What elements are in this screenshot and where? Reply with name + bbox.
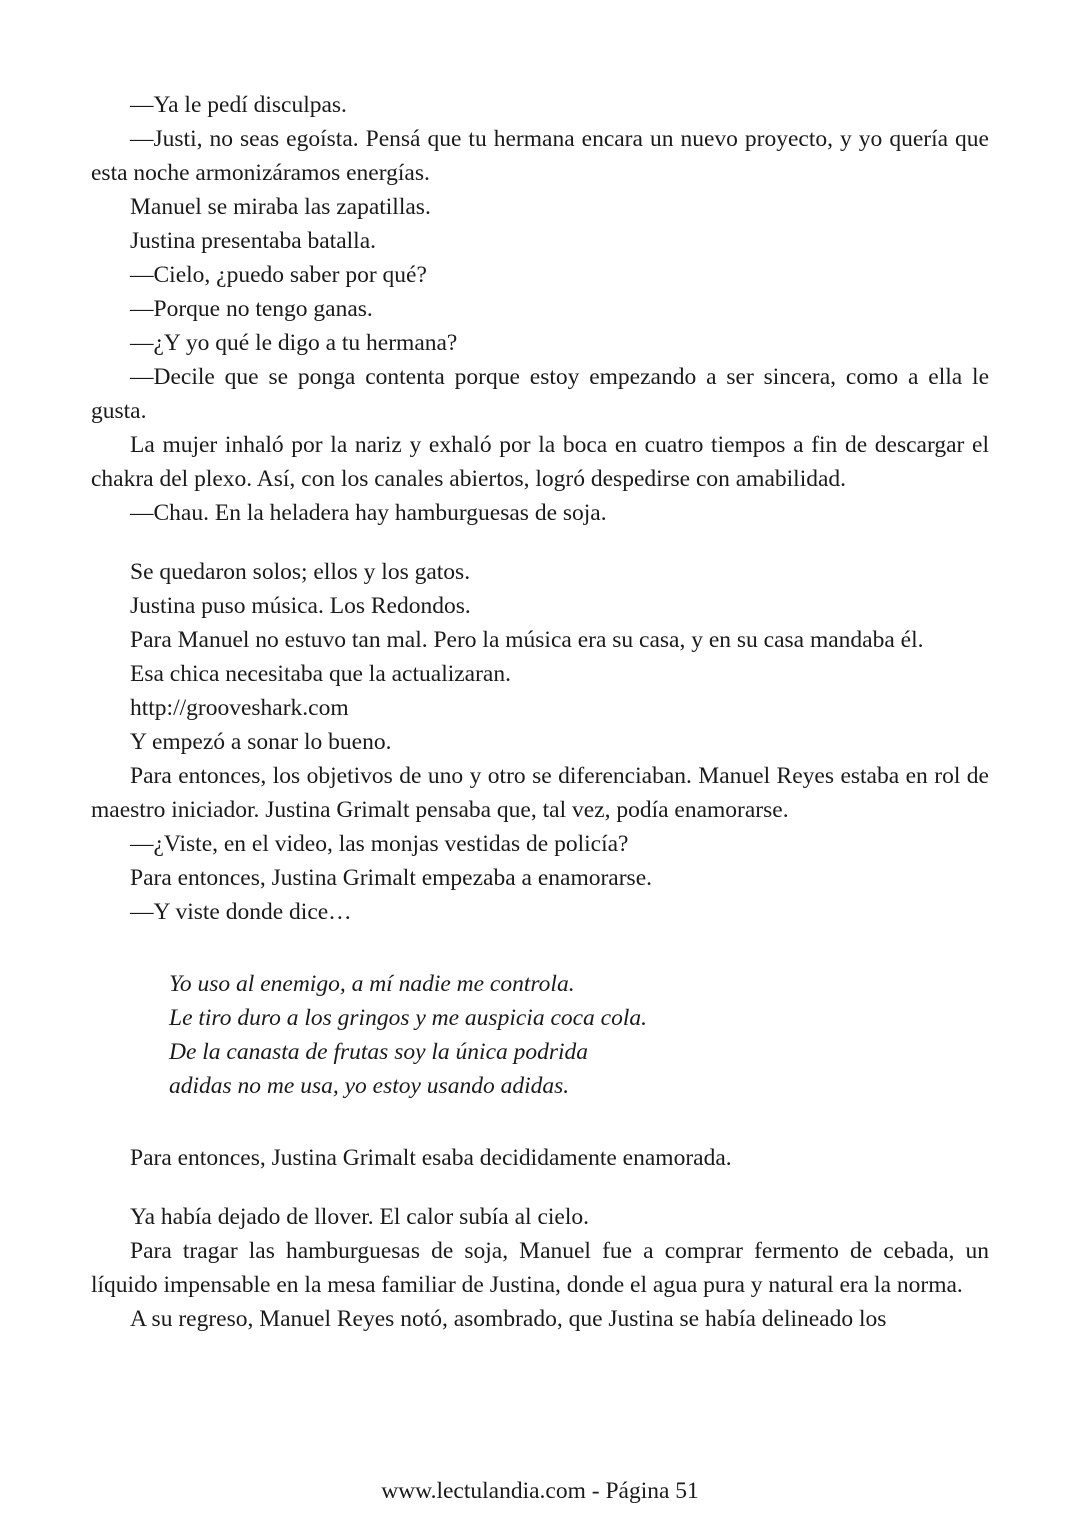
paragraph: Para tragar las hamburguesas de soja, Manuel fue a comprar fermento de cebada, un líquido impensable en la mesa familiar de Justina, donde el agua pura y natural era la norma. — [91, 1238, 989, 1298]
paragraph: —Decile que se ponga contenta porque estoy empezando a ser sincera, como a ella le gusta. — [91, 364, 989, 424]
paragraph: Y empezó a sonar lo bueno. — [130, 729, 392, 755]
verse-spacing — [91, 1103, 989, 1141]
paragraph: Para entonces, Justina Grimalt empezaba a enamorarse. — [130, 865, 653, 891]
paragraph: Justina presentaba batalla. — [130, 228, 377, 254]
paragraph: Manuel se miraba las zapatillas. — [130, 194, 431, 220]
section-break — [91, 1175, 989, 1200]
section-4 — [91, 1200, 989, 1336]
song-lyrics — [91, 967, 989, 1103]
page-body — [91, 88, 989, 1336]
verse-spacing — [91, 929, 989, 967]
paragraph: —Justi, no seas egoísta. Pensá que tu hermana encara un nuevo proyecto, y yo quería que esta noche armonizáramos energías. — [91, 126, 989, 186]
paragraph: La mujer inhaló por la nariz y exhaló por la boca en cuatro tiempos a fin de descargar el chakra del plexo. Así, con los canales abiertos, logró despedirse con amabilidad. — [91, 432, 989, 492]
paragraph: Ya había dejado de llover. El calor subía al cielo. — [130, 1204, 589, 1230]
paragraph: Para entonces, los objetivos de uno y otro se diferenciaban. Manuel Reyes estaba en rol de maestro iniciador. Justina Grimalt pensaba que, tal vez, podía enamorarse. — [91, 763, 989, 823]
paragraph: Para entonces, Justina Grimalt esaba decididamente enamorada. — [130, 1145, 732, 1171]
paragraph: —Cielo, ¿puedo saber por qué? — [130, 262, 427, 288]
lyric-line: adidas no me usa, yo estoy usando adidas. — [169, 1073, 570, 1099]
page-footer: www.lectulandia.com - Página 51 — [381, 1478, 699, 1504]
paragraph: Justina puso música. Los Redondos. — [130, 593, 471, 619]
section-break — [91, 530, 989, 555]
paragraph: Para Manuel no estuvo tan mal. Pero la música era su casa, y en su casa mandaba él. — [130, 627, 924, 653]
paragraph: Esa chica necesitaba que la actualizaran. — [130, 661, 511, 687]
paragraph: —Ya le pedí disculpas. — [130, 92, 347, 118]
paragraph: A su regreso, Manuel Reyes notó, asombrado, que Justina se había delineado los — [130, 1306, 887, 1332]
lyric-line: De la canasta de frutas soy la única podrida — [169, 1039, 589, 1065]
section-2 — [91, 555, 989, 929]
paragraph: —Chau. En la heladera hay hamburguesas de soja. — [130, 500, 607, 526]
paragraph: Se quedaron solos; ellos y los gatos. — [130, 559, 471, 585]
paragraph: —Porque no tengo ganas. — [130, 296, 373, 322]
lyric-line: Le tiro duro a los gringos y me auspicia coca cola. — [169, 1005, 648, 1031]
section-1 — [91, 88, 989, 530]
paragraph: —Y viste donde dice… — [130, 899, 352, 925]
paragraph: http://grooveshark.com — [130, 695, 349, 721]
paragraph: —¿Viste, en el video, las monjas vestidas de policía? — [130, 831, 629, 857]
section-3 — [91, 1141, 989, 1175]
lyric-line: Yo uso al enemigo, a mí nadie me controla. — [169, 971, 575, 997]
paragraph: —¿Y yo qué le digo a tu hermana? — [130, 330, 458, 356]
